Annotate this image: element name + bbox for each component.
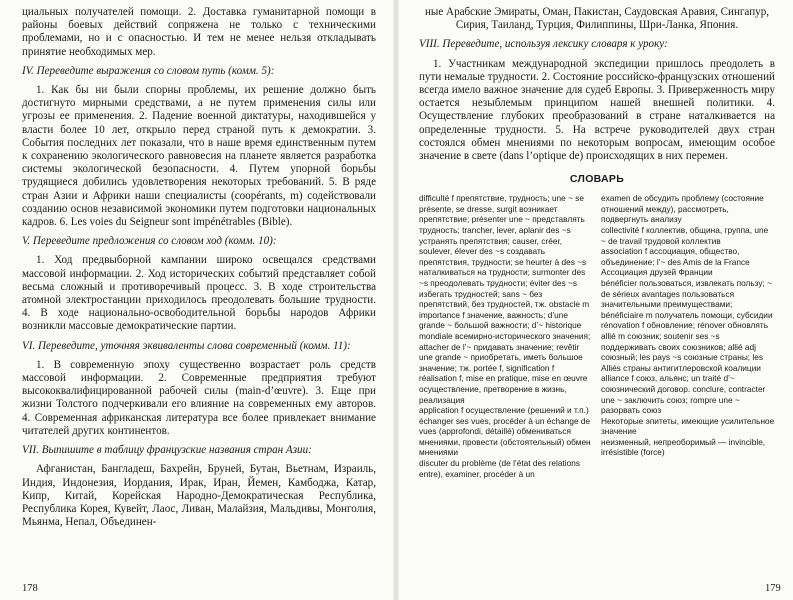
dictionary-entry: association f ассоциация, общество, объединение; l’~ des Amis de la France Ассоциация друзей Франции	[601, 246, 750, 278]
dictionary-entry: collectivité f коллектив, община, группа, une ~ de travail трудовой коллектив	[601, 225, 769, 246]
page-number-left: 178	[22, 583, 38, 594]
right-page-text	[419, 6, 775, 479]
dictionary-entry: rénovation f обновление; rénover обновлять	[601, 320, 769, 331]
dictionary-columns	[419, 193, 775, 479]
exercise-4-heading: IV. Переведите выражения со словом путь (комм. 5):	[22, 64, 275, 77]
exercise-5-text: 1. Ход предвыборной кампании широко освещался средствами массовой информации. 2. Ход исторических событий представляет собой весьма сложный и противоречивый процесс. 3. В ходе строительства атомной электростанции приходилось преодолевать большие трудности. 4. В ходе национально-освободительной борьбы народов Африки возникли массовые демократические партии.	[22, 254, 376, 333]
exercise-6-text: 1. В современную эпоху существенно возрастает роль средств массовой информации. 2. Современные предприятия требуют высококвалифицированной рабочей силы (main-d’œuvre). 3. Еще при жизни Толстого подчеркивали его влияние на современных ему авторов. 4. Современная африканская литература все более привлекает внимание читателей других континентов.	[22, 358, 376, 437]
exercise-7-heading: VII. Выпишите в таблицу французские названия стран Азии:	[22, 444, 312, 457]
dictionary-entry: Некоторые эпитеты, имеющие усилительное значение	[601, 415, 775, 437]
page-number-right: 179	[765, 583, 781, 594]
countries-continuation: ные Арабские Эмираты, Оман, Пакистан, Саудовская Аравия, Сингапур, Сирия, Таиланд, Турция, Филиппины, Шри-Ланка, Япония.	[424, 6, 770, 32]
exercise-4-text: 1. Как бы ни были спорны проблемы, их решение должно быть достигнуто мирными средствами, а не путем применения силы или угрозы ее применения. 2. Падение военной диктатуры, находившейся у власти более 10 лет, открыло перед страной путь к демократии. 3. События последних лет показали, что в наше время единственным путем к сохранению экологического равновесия на планете является разработка системы экологической безопасности. 4. Путем упорной борьбы трудящиеся добились удовлетворения некоторых требований. 5. В ряде стран Азии и Африки наши специалисты (coopérants, m) содействовали созданию основ независимой экономики путем подготовки национальных кадров. 6. Les voies du Seigneur sont impénétrables (Bible).	[22, 84, 376, 229]
dictionary-entry: échanger ses vues, procéder à un échange de vues (approfondi, détaillé) обмениваться мнениями, провести (обстоятельный) обмен мнениями	[419, 415, 591, 458]
dictionary-entry: application f осуществление (решений и т.п.)	[419, 405, 589, 416]
dictionary-entry: réalisation f, mise en pratique, mise en œuvre осуществление, претворение в жизнь, реализация	[419, 373, 588, 405]
exercise-7-text: Афганистан, Бангладеш, Бахрейн, Бруней, Бутан, Вьетнам, Израиль, Индия, Индонезия, Иордания, Ирак, Иран, Йемен, Камбоджа, Катар, Кипр, Китай, Корейская Народно-Демократическая Республика, Республика Корея, Кувейт, Лаос, Ливан, Малайзия, Мальдивы, Монголия, Мьянма, Непал, Объединен-	[22, 463, 376, 529]
dictionary-entry: allié m союзник; soutenir ses ~s поддерживать своих союзников; allié adj союзный; les pays ~s союзные страны; les Alliés страны антигитлеровской коалиции	[601, 330, 763, 373]
dictionary-entry: alliance f союз, альянс; un traité d’~ союзнический договор. conclure, contracter une ~ заключить союз; rompre une ~ разорвать союз	[601, 373, 766, 416]
dictionary-column-1	[419, 193, 593, 479]
exercise-6-heading: VI. Переведите, уточняя эквиваленты слова современный (комм. 11):	[22, 339, 351, 352]
right-page	[397, 0, 793, 600]
dictionary-entry: bénéficier пользоваться, извлекать пользу; ~ de sérieux avantages пользоваться значительными преимуществами; bénéficiaire m получатель помощи, субсидии	[601, 277, 773, 320]
dictionary-entry: discuter du problème (de l’état des relations entre), examiner, procéder à un	[419, 458, 580, 479]
left-page-text	[22, 6, 376, 529]
dictionary-entry: неизменный, непреоборимый — invincible, irrésistible (force)	[601, 436, 766, 458]
exercise-5-heading: V. Переведите предложения со словом ход (комм. 10):	[22, 235, 277, 248]
dictionary-title: СЛОВАРЬ	[569, 173, 625, 186]
paragraph-continuation: циальных получателей помощи. 2. Доставка гуманитарной помощи в районы боевых действий сопряжена не только с техническими проблемами, но и с опасностью. И тем не менее нельзя откладывать принятие необходимых мер.	[22, 6, 376, 58]
dictionary-entry: difficulté f препятствие, трудность; une ~ se présente, se dresse, surgit возникает препятствие; présenter une ~ представлять трудность; trancher, lever, aplanir des ~s устранять препятствия; causer, créer, soulever, élever des ~s создавать препятствия, трудности; se heurter à des ~s наталкиваться на трудности; surmonter des ~s преодолевать трудности; éviter des ~s избегать трудностей; sans ~ без препятствий, без трудностей, тж. obstacle m	[419, 193, 590, 310]
exercise-8-heading: VIII. Переведите, используя лексику словаря к уроку:	[419, 38, 668, 51]
countries-continuation-block	[419, 6, 775, 32]
dictionary-column-2	[601, 193, 775, 479]
exercise-8-text: 1. Участникам международной экспедиции пришлось преодолеть в пути немалые трудности. 2. Состояние российско-французских отношений всегда имело важное значение для судеб Европы. 3. Приверженность миру остается незыблемым принципом нашей внешней политики. 4. Осуществление глубоких преобразований в стране наталкивается на определенные трудности. 5. На встрече руководителей двух стран состоялся обмен мнениями по некоторым вопросам, имеющим особое значение в свете (dans l’optique de) происходящих в них перемен.	[419, 57, 775, 163]
dictionary-entry: importance f значение, важность; d’une grande ~ большой важности; d’~ historique mondiale всемирно-исторического значения; attacher de l’~ придавать значение; revêtir une grande ~ приобретать, иметь большое значение; тж. portée f, signification f	[419, 309, 591, 373]
dictionary-entry: examen de обсудить проблему (состояние отношений между), рассмотреть, подвергнуть анализу	[601, 193, 764, 225]
left-page	[0, 0, 396, 600]
